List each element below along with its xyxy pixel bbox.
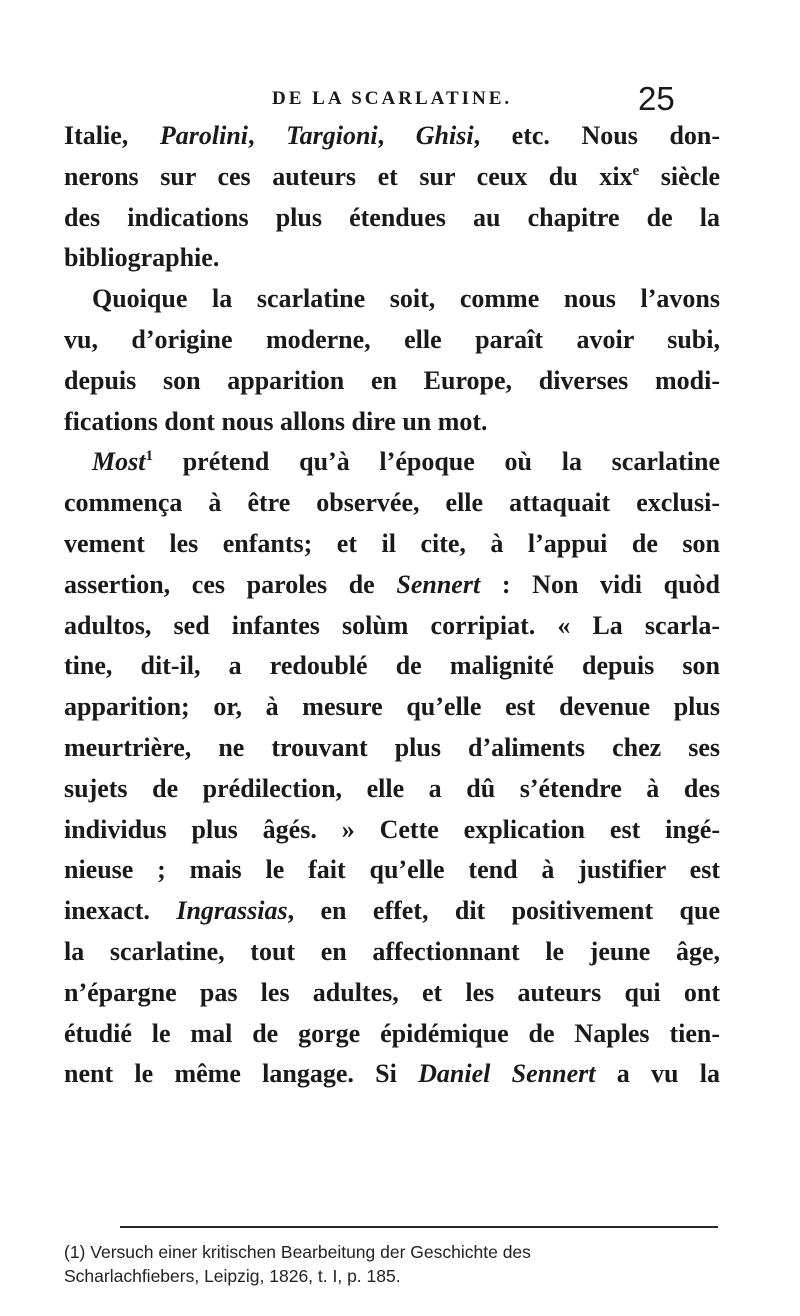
text-run: nent le même langage. Si (64, 1059, 419, 1089)
superscript: e (632, 162, 640, 179)
italic-name: Ghisi (415, 121, 474, 150)
footnote (64, 1240, 724, 1288)
page-number: 25 (638, 80, 675, 117)
text-run: fications dont nous allons dire un mot. (64, 406, 488, 436)
text-line (64, 810, 720, 851)
text-line (64, 320, 720, 361)
text-run: assertion, ces paroles de (64, 569, 397, 599)
text-line (64, 565, 720, 606)
text-line (64, 198, 720, 239)
text-run: vu, d’origine moderne, elle paraît avoir subi, (64, 324, 720, 354)
italic-name: Sennert (396, 569, 481, 599)
text-line (64, 157, 720, 198)
footnote-line: (1) Versuch einer kritischen Bearbeitung der Geschichte des (64, 1242, 531, 1262)
text-run: étudié le mal de gorge épidémique de Naples tien- (64, 1018, 720, 1048)
text-run: tine, dit-il, a redoublé de malignité depuis son (64, 651, 720, 681)
text-run: siècle (639, 161, 720, 191)
text-line (64, 646, 720, 687)
text-line (64, 973, 720, 1014)
footnote-line: Scharlachfiebers, Leipzig, 1826, t. I, p. 185. (64, 1266, 401, 1286)
text-line (64, 483, 720, 524)
text-line (64, 279, 720, 320)
text-run: bibliographie. (64, 243, 220, 273)
footnote-rule (120, 1226, 718, 1228)
text-run: inexact. (64, 896, 177, 926)
text-run: : Non vidi quòd (480, 569, 720, 599)
body-text (64, 116, 720, 1095)
italic-name: Ingrassias (176, 896, 288, 926)
text-run: , (248, 121, 287, 150)
text-line (64, 606, 720, 647)
text-run: nerons sur ces auteurs et sur ceux du xix (64, 161, 633, 191)
text-run: , etc. Nous don- (473, 121, 720, 150)
text-line (64, 728, 720, 769)
text-run: a vu la (595, 1059, 720, 1089)
text-line (64, 238, 720, 279)
italic-name: Daniel Sennert (418, 1059, 596, 1089)
italic-name: Parolini (159, 121, 249, 150)
text-run: Italie, (64, 121, 160, 150)
superscript: 1 (145, 448, 153, 465)
text-line (64, 442, 720, 483)
text-line (64, 524, 720, 565)
text-line (64, 361, 720, 402)
text-line (64, 932, 720, 973)
text-line (64, 687, 720, 728)
text-line (64, 1014, 720, 1055)
italic-name: Targioni (286, 121, 378, 150)
text-run: depuis son apparition en Europe, diverses modi- (64, 365, 720, 395)
text-run: vement les enfants; et il cite, à l’appui de son (64, 528, 720, 558)
text-run: adultos, sed infantes solùm corripiat. « La scarla- (64, 610, 720, 640)
text-run: des indications plus étendues au chapitre de la (64, 202, 720, 232)
text-run: , (377, 121, 416, 150)
text-run: commença à être observée, elle attaquait exclusi- (64, 488, 720, 518)
text-line (64, 769, 720, 810)
text-run: nieuse ; mais le fait qu’elle tend à justifier est (64, 855, 720, 885)
text-run: prétend qu’à l’époque où la scarlatine (152, 447, 720, 477)
text-run: sujets de prédilection, elle a dû s’étendre à des (64, 773, 720, 803)
text-run: la scarlatine, tout en affectionnant le jeune âge, (64, 936, 720, 966)
text-run: apparition; or, à mesure qu’elle est devenue plus (64, 692, 720, 722)
italic-name: Most (92, 447, 146, 477)
text-line (64, 891, 720, 932)
text-line (64, 402, 720, 443)
text-line (64, 116, 720, 157)
text-line (64, 850, 720, 891)
text-line (64, 1054, 720, 1095)
text-run: Quoique la scarlatine soit, comme nous l’avons (92, 284, 720, 314)
text-run: individus plus âgés. » Cette explication est ingé- (64, 814, 720, 844)
text-run: n’épargne pas les adultes, et les auteurs qui ont (64, 977, 720, 1007)
text-run: meurtrière, ne trouvant plus d’aliments chez ses (64, 732, 720, 762)
text-run: , en effet, dit positivement que (287, 896, 720, 926)
running-title: DE LA SCARLATINE. (272, 88, 513, 109)
